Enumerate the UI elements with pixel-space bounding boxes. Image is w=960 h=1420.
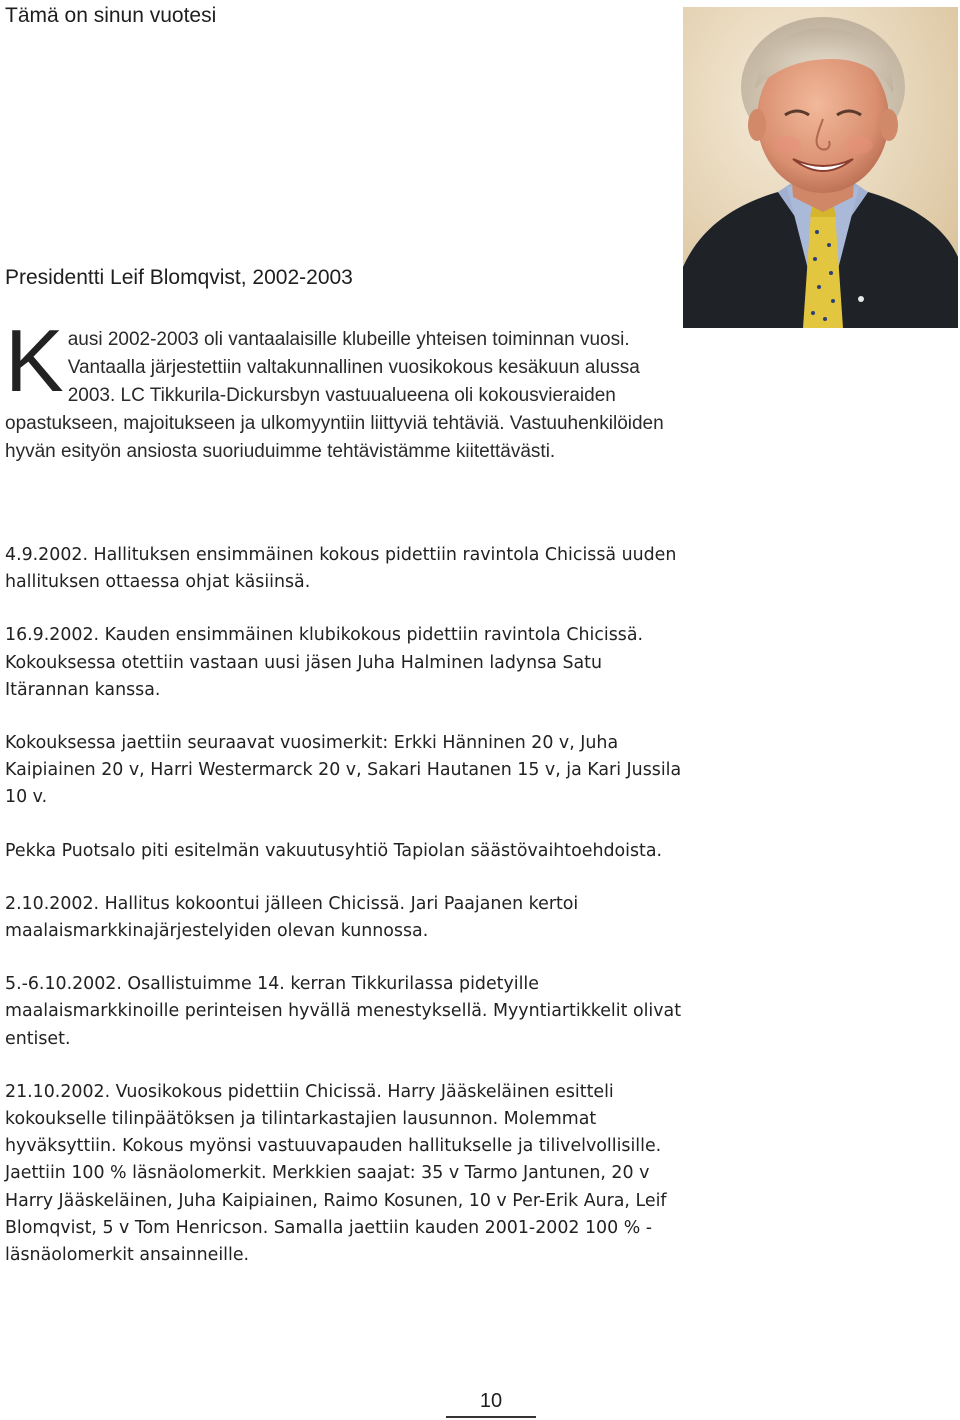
entry-paragraph: Pekka Puotsalo piti esitelmän vakuutusyhtiö Tapiolan säästövaihtoehdoista. [5, 840, 663, 861]
portrait-illustration [683, 7, 958, 328]
entry-paragraph: 21.10.2002. Vuosikokous pidettiin Chicissä. Harry Jääskeläinen esitteli kokoukselle tilinpäätöksen ja tilintarkastajien lausunnon. Molemmat hyväksyttiin. Kokous myönsi vastuuvapauden hallitukselle ja tilivelvollisille. Jaettiin 100 % läsnäolomerkit. Merkkien saajat: 35 v Tarmo Jantunen, 20 v Harry Jääskeläinen, Juha Kaipiainen, Raimo Kosunen, 10 v Per-Erik Aura, Leif Blomqvist, 5 v Tom Henricson. Samalla jaettiin kauden 2001-2002 100 % -läsnäolomerkit ansainneille. [5, 1081, 667, 1266]
intro-text: ausi 2002-2003 oli vantaalaisille klubeille yhteisen toiminnan vuosi. Vantaalla järjestettiin valtakunnallinen vuosikokous kesäkuun alussa 2003. LC Tikkurila-Dickursbyn vastuualueena oli kokousvieraiden opastukseen, majoitukseen ja ulkomyyntiin liittyviä tehtäviä. Vastuuhenkilöiden hyvän esityön ansiosta suoriuduimme tehtävistämme kiitettävästi. [5, 329, 664, 462]
president-portrait-photo [683, 7, 958, 328]
page-header-title: Tämä on sinun vuotesi [5, 4, 217, 27]
page-number-rule [446, 1416, 536, 1418]
event-entries [5, 542, 685, 1295]
entry-paragraph: 4.9.2002. Hallituksen ensimmäinen kokous pidettiin ravintola Chicissä uuden hallituksen ottaessa ohjat käsiinsä. [5, 545, 677, 593]
drop-cap: K [5, 311, 64, 410]
entry-paragraph: 5.-6.10.2002. Osallistuimme 14. kerran Tikkurilassa pidetyille maalaismarkkinoille perinteisen hyvällä menestyksellä. Myyntiartikkelit olivat entiset. [5, 974, 682, 1049]
entry-paragraph: 16.9.2002. Kauden ensimmäinen klubikokous pidettiin ravintola Chicissä. Kokouksessa otettiin vastaan uusi jäsen Juha Halminen ladynsa Satu Itärannan kanssa. [5, 625, 644, 700]
page-number: 10 [479, 1390, 503, 1412]
entry-paragraph: Kokouksessa jaettiin seuraavat vuosimerkit: Erkki Hänninen 20 v, Juha Kaipiainen 20 v, Harri Westermarck 20 v, Sakari Hautanen 15 v, ja Kari Jussila 10 v. [5, 733, 682, 808]
section-title: Presidentti Leif Blomqvist, 2002-2003 [5, 266, 353, 289]
entry-paragraph: 2.10.2002. Hallitus kokoontui jälleen Chicissä. Jari Paajanen kertoi maalaismarkkinajärjestelyiden olevan kunnossa. [5, 893, 579, 942]
intro-paragraph [5, 311, 665, 466]
